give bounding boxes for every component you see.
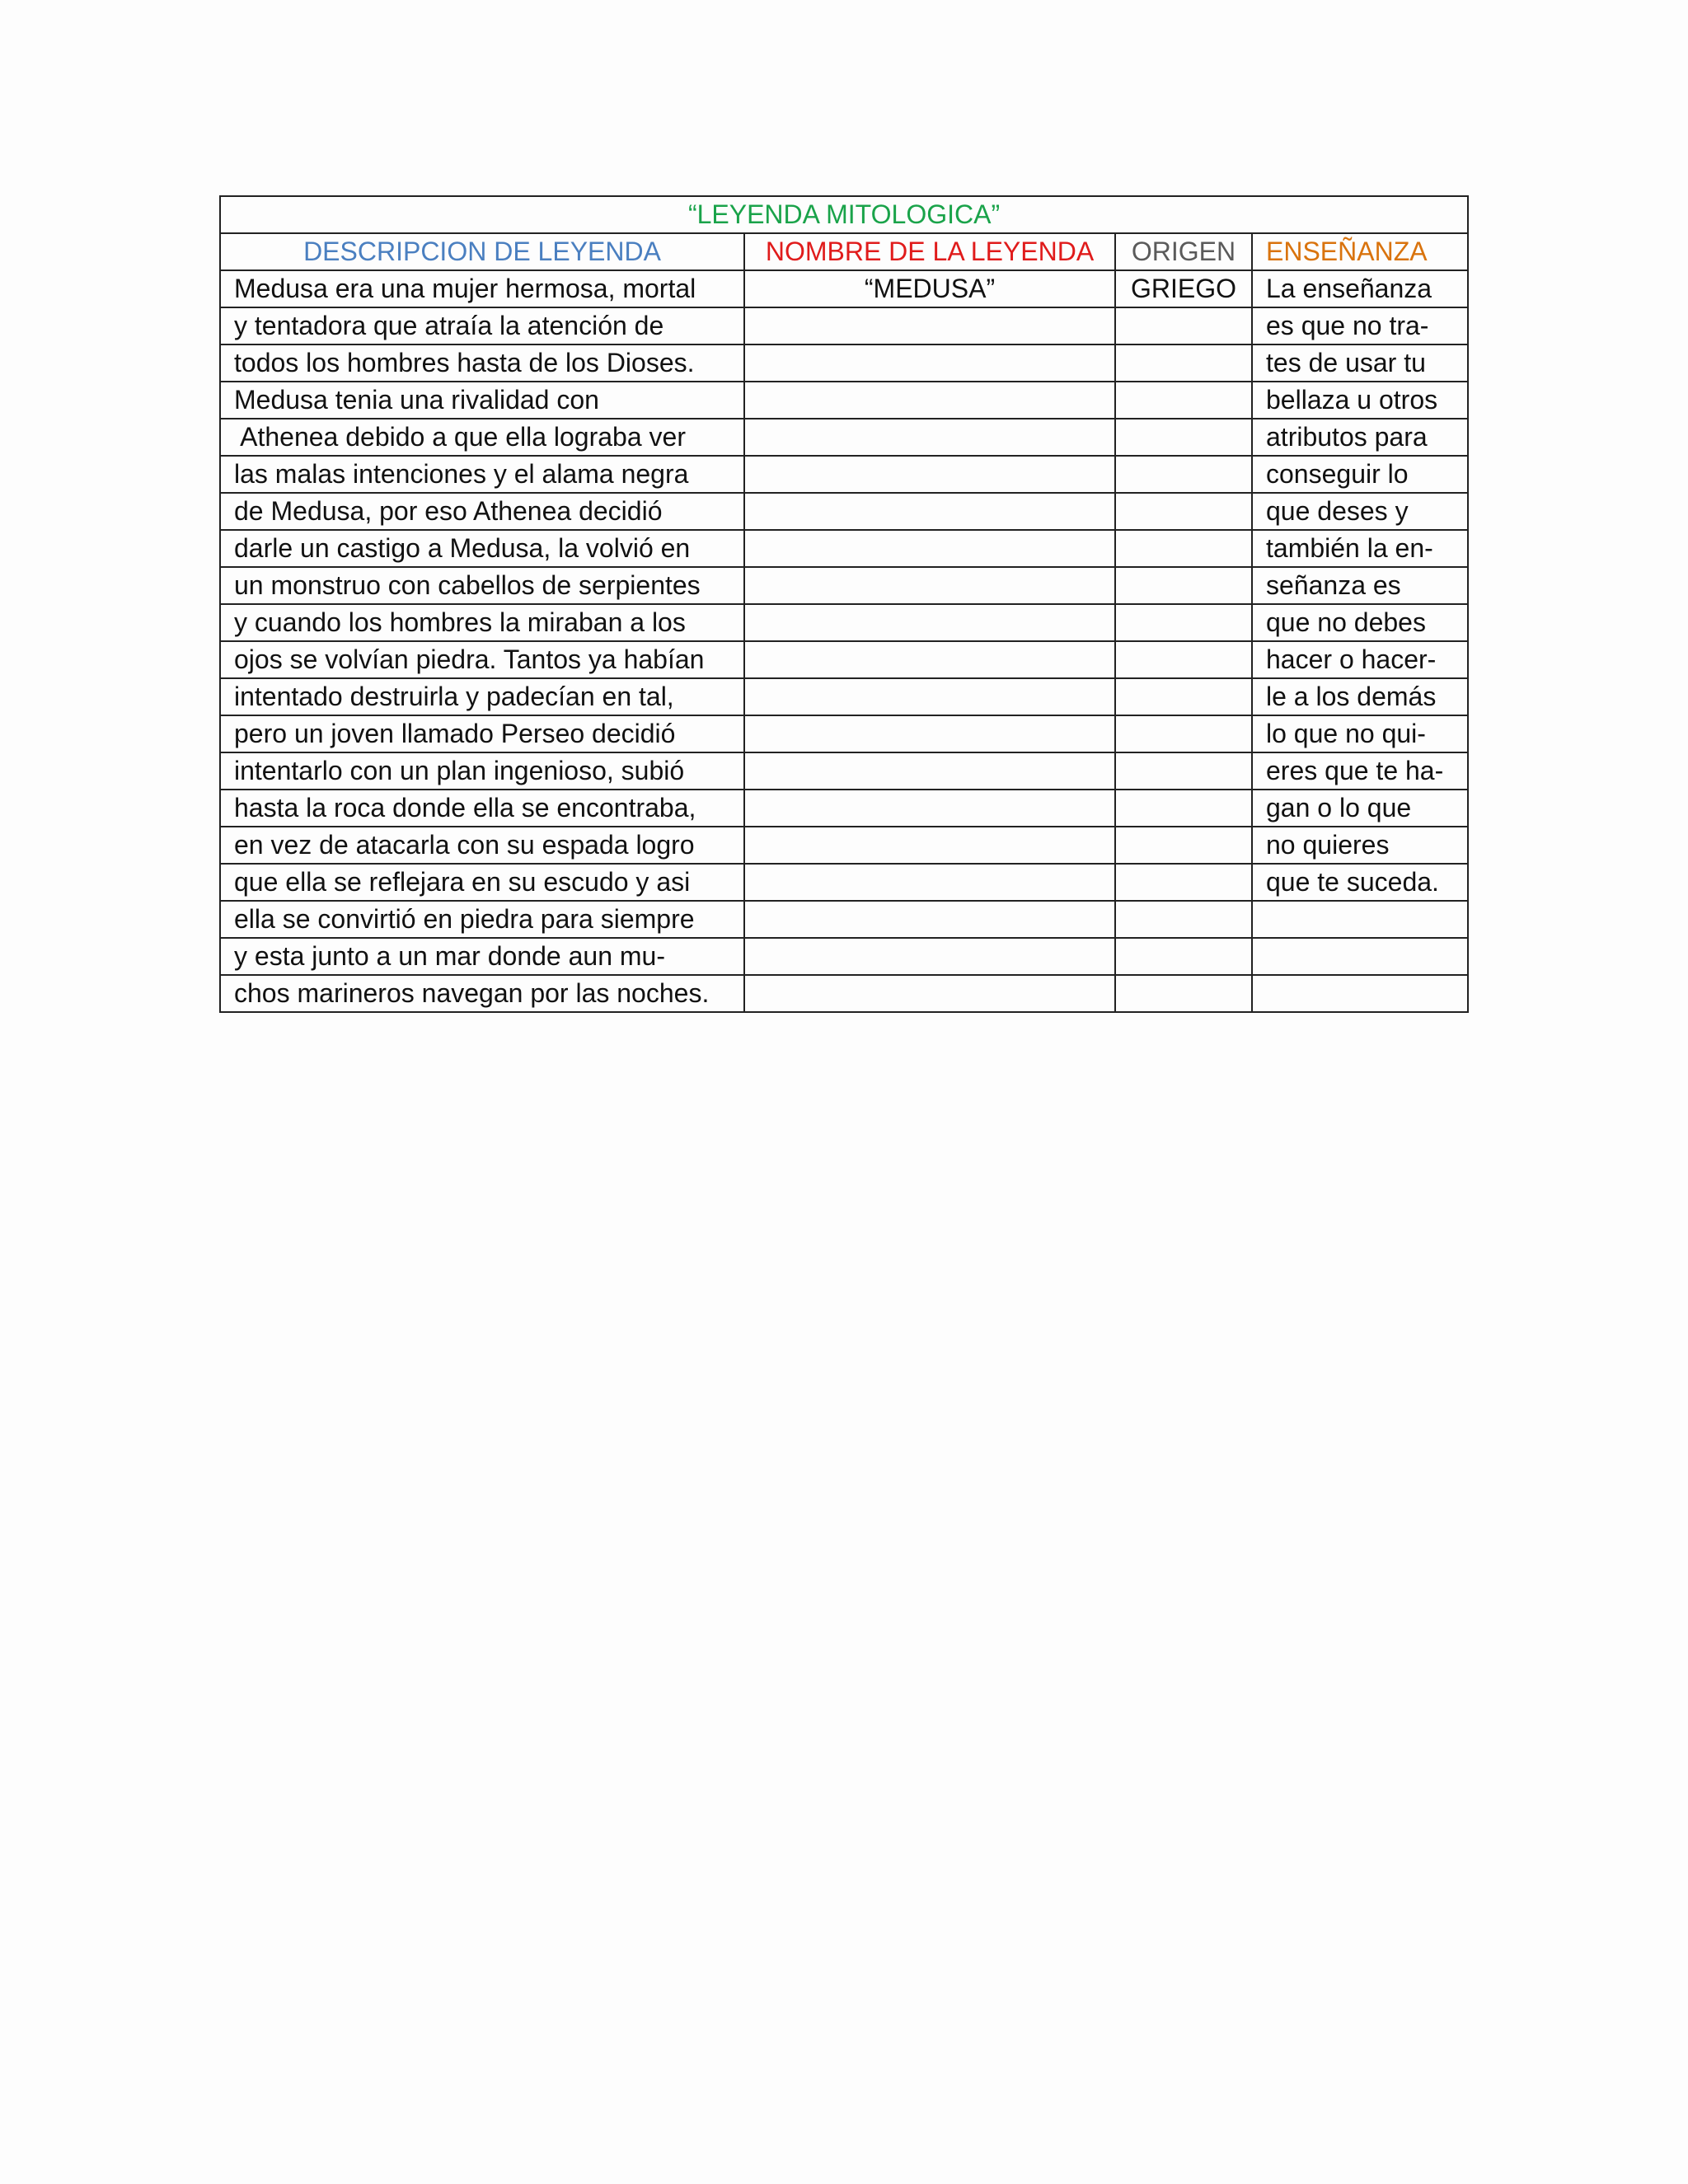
table-row — [220, 938, 1468, 975]
cell-nombre — [744, 715, 1115, 752]
table-row — [220, 567, 1468, 604]
title-row — [220, 196, 1468, 233]
table-row — [220, 641, 1468, 678]
table-row — [220, 307, 1468, 344]
cell-origen — [1115, 864, 1252, 901]
cell-ensenanza: es que no tra- — [1252, 307, 1468, 344]
cell-nombre — [744, 864, 1115, 901]
cell-nombre — [744, 344, 1115, 382]
cell-origen — [1115, 715, 1252, 752]
cell-ensenanza — [1252, 901, 1468, 938]
table-row — [220, 790, 1468, 827]
cell-origen — [1115, 382, 1252, 419]
cell-ensenanza: le a los demás — [1252, 678, 1468, 715]
cell-ensenanza: que deses y — [1252, 493, 1468, 530]
cell-origen: GRIEGO — [1115, 270, 1252, 307]
cell-origen — [1115, 567, 1252, 604]
header-row — [220, 233, 1468, 270]
cell-descripcion: intentarlo con un plan ingenioso, subió — [220, 752, 744, 790]
cell-descripcion: y cuando los hombres la miraban a los — [220, 604, 744, 641]
header-descripcion: DESCRIPCION DE LEYENDA — [220, 233, 744, 270]
cell-descripcion: Medusa tenia una rivalidad con — [220, 382, 744, 419]
cell-origen — [1115, 790, 1252, 827]
cell-origen — [1115, 530, 1252, 567]
cell-descripcion: hasta la roca donde ella se encontraba, — [220, 790, 744, 827]
cell-nombre — [744, 827, 1115, 864]
table-row — [220, 419, 1468, 456]
cell-origen — [1115, 344, 1252, 382]
table-row — [220, 604, 1468, 641]
cell-descripcion: darle un castigo a Medusa, la volvió en — [220, 530, 744, 567]
cell-origen — [1115, 307, 1252, 344]
cell-nombre — [744, 530, 1115, 567]
cell-ensenanza: hacer o hacer- — [1252, 641, 1468, 678]
cell-nombre — [744, 419, 1115, 456]
cell-ensenanza — [1252, 975, 1468, 1012]
cell-origen — [1115, 604, 1252, 641]
table-row — [220, 678, 1468, 715]
cell-descripcion: un monstruo con cabellos de serpientes — [220, 567, 744, 604]
table-title: “LEYENDA MITOLOGICA” — [220, 196, 1468, 233]
cell-origen — [1115, 678, 1252, 715]
cell-ensenanza: también la en- — [1252, 530, 1468, 567]
cell-origen — [1115, 641, 1252, 678]
cell-origen — [1115, 456, 1252, 493]
cell-origen — [1115, 752, 1252, 790]
cell-descripcion: las malas intenciones y el alama negra — [220, 456, 744, 493]
cell-ensenanza: lo que no qui- — [1252, 715, 1468, 752]
header-ensenanza: ENSEÑANZA — [1252, 233, 1468, 270]
cell-ensenanza: gan o lo que — [1252, 790, 1468, 827]
cell-ensenanza: no quieres — [1252, 827, 1468, 864]
cell-ensenanza: atributos para — [1252, 419, 1468, 456]
cell-nombre — [744, 641, 1115, 678]
cell-ensenanza: La enseñanza — [1252, 270, 1468, 307]
cell-nombre — [744, 790, 1115, 827]
cell-descripcion: y esta junto a un mar donde aun mu- — [220, 938, 744, 975]
table-row — [220, 975, 1468, 1012]
cell-ensenanza: señanza es — [1252, 567, 1468, 604]
cell-descripcion: que ella se reflejara en su escudo y asi — [220, 864, 744, 901]
cell-nombre — [744, 567, 1115, 604]
table-row — [220, 344, 1468, 382]
table-row — [220, 901, 1468, 938]
cell-origen — [1115, 827, 1252, 864]
cell-origen — [1115, 493, 1252, 530]
cell-descripcion: Medusa era una mujer hermosa, mortal — [220, 270, 744, 307]
cell-nombre — [744, 382, 1115, 419]
cell-nombre — [744, 307, 1115, 344]
table-row — [220, 864, 1468, 901]
table-body — [220, 196, 1468, 1012]
cell-descripcion: pero un joven llamado Perseo decidió — [220, 715, 744, 752]
cell-descripcion: Athenea debido a que ella lograba ver — [220, 419, 744, 456]
cell-origen — [1115, 419, 1252, 456]
cell-ensenanza: tes de usar tu — [1252, 344, 1468, 382]
table-row — [220, 752, 1468, 790]
cell-ensenanza — [1252, 938, 1468, 975]
header-nombre: NOMBRE DE LA LEYENDA — [744, 233, 1115, 270]
cell-nombre — [744, 752, 1115, 790]
cell-ensenanza: que te suceda. — [1252, 864, 1468, 901]
table-row — [220, 493, 1468, 530]
cell-descripcion: en vez de atacarla con su espada logro — [220, 827, 744, 864]
cell-nombre — [744, 456, 1115, 493]
table-row — [220, 715, 1468, 752]
cell-nombre — [744, 938, 1115, 975]
cell-nombre — [744, 604, 1115, 641]
table-row — [220, 827, 1468, 864]
cell-origen — [1115, 975, 1252, 1012]
cell-descripcion: ojos se volvían piedra. Tantos ya habían — [220, 641, 744, 678]
cell-ensenanza: eres que te ha- — [1252, 752, 1468, 790]
cell-descripcion: y tentadora que atraía la atención de — [220, 307, 744, 344]
cell-descripcion: todos los hombres hasta de los Dioses. — [220, 344, 744, 382]
cell-origen — [1115, 901, 1252, 938]
legend-table — [219, 195, 1469, 1013]
cell-nombre: “MEDUSA” — [744, 270, 1115, 307]
cell-origen — [1115, 938, 1252, 975]
cell-nombre — [744, 975, 1115, 1012]
cell-ensenanza: conseguir lo — [1252, 456, 1468, 493]
cell-ensenanza: bellaza u otros — [1252, 382, 1468, 419]
table-row — [220, 382, 1468, 419]
header-origen: ORIGEN — [1115, 233, 1252, 270]
cell-descripcion: de Medusa, por eso Athenea decidió — [220, 493, 744, 530]
cell-ensenanza: que no debes — [1252, 604, 1468, 641]
cell-descripcion: intentado destruirla y padecían en tal, — [220, 678, 744, 715]
cell-descripcion: chos marineros navegan por las noches. — [220, 975, 744, 1012]
table-row — [220, 530, 1468, 567]
cell-descripcion: ella se convirtió en piedra para siempre — [220, 901, 744, 938]
table-row — [220, 270, 1468, 307]
cell-nombre — [744, 901, 1115, 938]
table-row — [220, 456, 1468, 493]
cell-nombre — [744, 678, 1115, 715]
cell-nombre — [744, 493, 1115, 530]
